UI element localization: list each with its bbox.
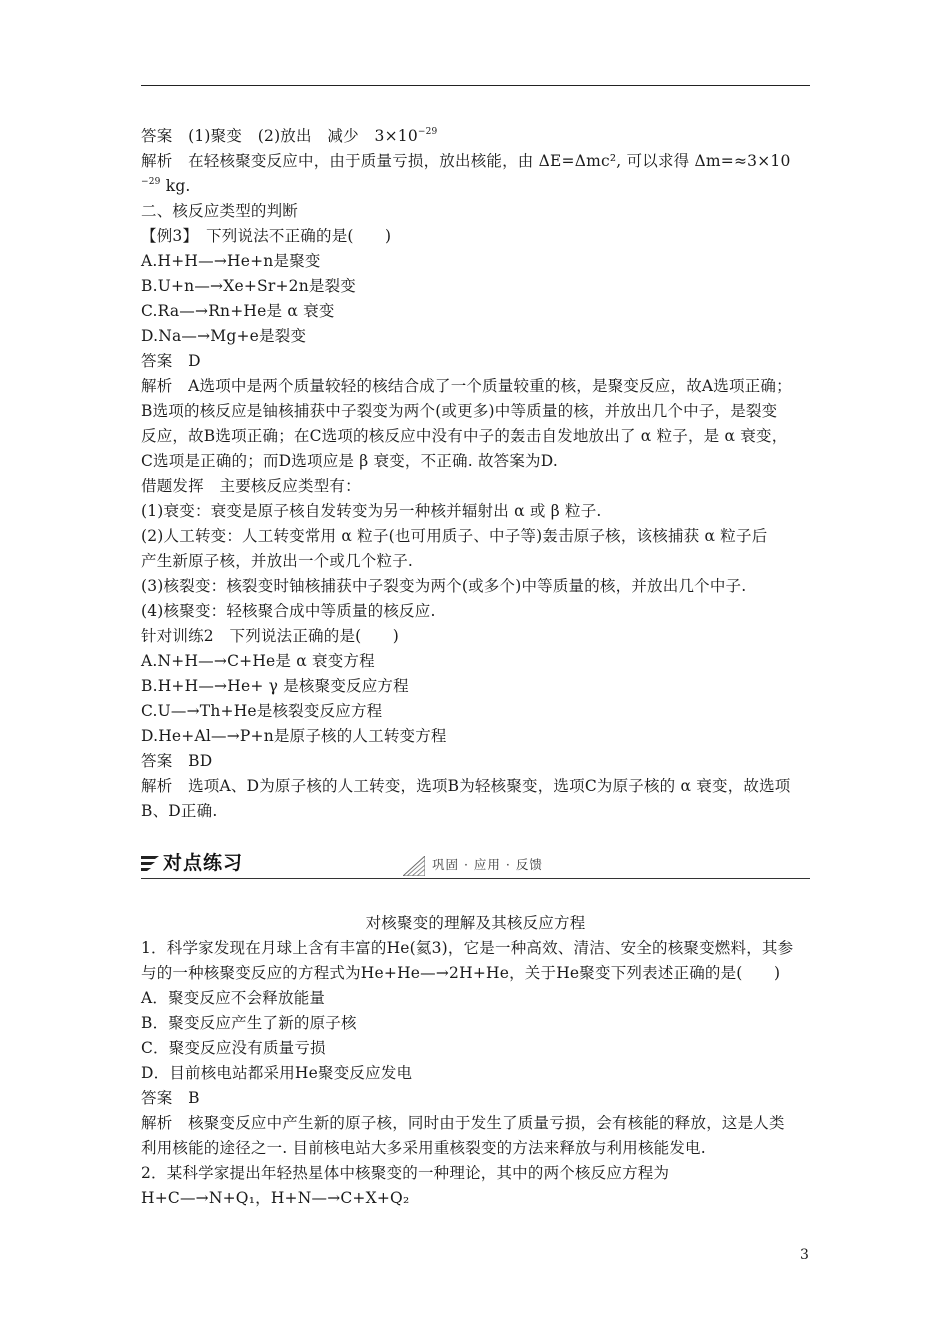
text-line bbox=[141, 651, 821, 671]
page-number: 3 bbox=[800, 1247, 809, 1263]
header-rule bbox=[141, 85, 810, 86]
text-content: B．聚变反应产生了新的原子核 bbox=[141, 1014, 357, 1032]
text-line bbox=[141, 376, 821, 396]
text-line bbox=[141, 988, 821, 1008]
text-line bbox=[141, 226, 821, 246]
text-line bbox=[141, 1163, 821, 1183]
text-line bbox=[141, 1188, 821, 1208]
text-content: A．聚变反应不会释放能量 bbox=[141, 989, 326, 1007]
text-content: 解析 在轻核聚变反应中，由于质量亏损，放出核能，由 ΔE=Δmc², 可以求得 Δm=≈3×10 bbox=[141, 152, 791, 170]
text-content: 答案 (1)聚变 (2)放出 减少 3×10 bbox=[141, 127, 418, 145]
section-subtitle: 巩固 · 应用 · 反馈 bbox=[432, 857, 543, 872]
text-content: B选项的核反应是铀核捕获中子裂变为两个(或更多)中等质量的核，并放出几个中子，是裂变 bbox=[141, 402, 778, 420]
text-line bbox=[141, 1088, 821, 1108]
text-content: D.He+Al—→P+n是原子核的人工转变方程 bbox=[141, 727, 447, 745]
text-line bbox=[141, 601, 821, 621]
text-content: D．目前核电站都采用He聚变反应发电 bbox=[141, 1064, 413, 1082]
text-content: 解析 核聚变反应中产生新的原子核，同时由于发生了质量亏损，会有核能的释放，这是人类 bbox=[141, 1114, 785, 1132]
text-line bbox=[141, 276, 821, 296]
section-banner bbox=[141, 850, 810, 880]
text-content: 对核聚变的理解及其核反应方程 bbox=[365, 914, 586, 932]
text-line bbox=[141, 501, 821, 521]
text-line bbox=[141, 1138, 821, 1158]
text-content: 针对训练2 下列说法正确的是( ) bbox=[141, 627, 400, 645]
text-line bbox=[141, 301, 821, 321]
text-line bbox=[141, 451, 821, 471]
text-content: 二、核反应类型的判断 bbox=[141, 202, 299, 220]
superscript-exponent: −29 bbox=[417, 127, 438, 137]
text-line bbox=[141, 401, 821, 421]
text-content: 解析 选项A、D为原子核的人工转变，选项B为轻核聚变，选项C为原子核的 α 衰变，故选项 bbox=[141, 777, 791, 795]
text-line bbox=[141, 576, 821, 596]
text-line bbox=[141, 151, 821, 171]
text-content: 答案 B bbox=[141, 1089, 200, 1107]
text-content: (2)人工转变：人工转变常用 α 粒子(也可用质子、中子等)轰击原子核，该核捕获 α 粒子后 bbox=[141, 527, 768, 545]
text-line bbox=[141, 1113, 821, 1133]
text-line bbox=[141, 251, 821, 271]
text-content: H+C—→N+Q₁，H+N—→C+X+Q₂ bbox=[141, 1189, 410, 1207]
text-line bbox=[141, 426, 821, 446]
text-line bbox=[141, 551, 821, 571]
text-line bbox=[141, 726, 821, 746]
text-line bbox=[141, 963, 821, 983]
text-line bbox=[141, 776, 821, 796]
text-content: B.H+H—→He+ γ 是核聚变反应方程 bbox=[141, 677, 409, 695]
text-content: (4)核聚变：轻核聚合成中等质量的核反应. bbox=[141, 602, 436, 620]
text-line bbox=[141, 1038, 821, 1058]
text-line bbox=[141, 1013, 821, 1033]
text-content: (1)衰变：衰变是原子核自发转变为另一种核并辐射出 α 或 β 粒子. bbox=[141, 502, 602, 520]
text-line bbox=[141, 126, 821, 146]
text-content: B.U+n—→Xe+Sr+2n是裂变 bbox=[141, 277, 356, 295]
text-line bbox=[141, 1063, 821, 1083]
text-content: D.Na—→Mg+e是裂变 bbox=[141, 327, 307, 345]
text-content: 借题发挥 主要核反应类型有： bbox=[141, 477, 361, 495]
text-content: C.Ra—→Rn+He是 α 衰变 bbox=[141, 302, 335, 320]
text-content: 反应，故B选项正确；在C选项的核反应中没有中子的轰击自发地放出了 α 粒子，是 α 衰变， bbox=[141, 427, 788, 445]
text-content: C.U—→Th+He是核裂变反应方程 bbox=[141, 702, 383, 720]
text-content: A.N+H—→C+He是 α 衰变方程 bbox=[141, 652, 375, 670]
section-title: 对点练习 bbox=[163, 852, 244, 874]
text-line bbox=[141, 176, 821, 196]
text-line bbox=[141, 326, 821, 346]
text-line bbox=[141, 526, 821, 546]
stripes-icon bbox=[141, 854, 159, 874]
text-content: 2．某科学家提出年轻热星体中核聚变的一种理论，其中的两个核反应方程为 bbox=[141, 1164, 670, 1182]
text-line bbox=[141, 626, 821, 646]
text-content: 解析 A选项中是两个质量较轻的核结合成了一个质量较重的核，是聚变反应，故A选项正确； bbox=[141, 377, 792, 395]
text-line bbox=[141, 751, 821, 771]
text-content: B、D正确. bbox=[141, 802, 218, 820]
text-content: 产生新原子核，并放出一个或几个粒子. bbox=[141, 552, 414, 570]
text-content: C．聚变反应没有质量亏损 bbox=[141, 1039, 326, 1057]
text-line bbox=[141, 938, 821, 958]
text-line bbox=[141, 676, 821, 696]
text-content: 【例3】 下列说法不正确的是( ) bbox=[141, 227, 392, 245]
text-content: (3)核裂变：核裂变时铀核捕获中子裂变为两个(或多个)中等质量的核，并放出几个中子. bbox=[141, 577, 747, 595]
hatched-triangle-icon bbox=[403, 856, 425, 876]
text-content: 利用核能的途径之一. 目前核电站大多采用重核裂变的方法来释放与利用核能发电. bbox=[141, 1139, 706, 1157]
text-content: A.H+H—→He+n是聚变 bbox=[141, 252, 321, 270]
text-content: C选项是正确的；而D选项应是 β 衰变，不正确. 故答案为D. bbox=[141, 452, 558, 470]
text-line bbox=[141, 351, 821, 371]
text-line bbox=[141, 201, 821, 221]
text-content: 1．科学家发现在月球上含有丰富的He(氦3)，它是一种高效、清洁、安全的核聚变燃料，其参 bbox=[141, 939, 794, 957]
text-content: 答案 BD bbox=[141, 752, 213, 770]
text-content: 答案 D bbox=[141, 352, 201, 370]
text-content: kg. bbox=[160, 177, 191, 195]
text-content: 与的一种核聚变反应的方程式为He+He—→2H+He，关于He聚变下列表述正确的是( ) bbox=[141, 964, 781, 982]
text-line bbox=[141, 701, 821, 721]
text-line bbox=[141, 801, 821, 821]
subsection-heading bbox=[141, 913, 810, 933]
text-line bbox=[141, 476, 821, 496]
section-rule bbox=[141, 878, 810, 879]
superscript-exponent: −29 bbox=[141, 177, 161, 187]
